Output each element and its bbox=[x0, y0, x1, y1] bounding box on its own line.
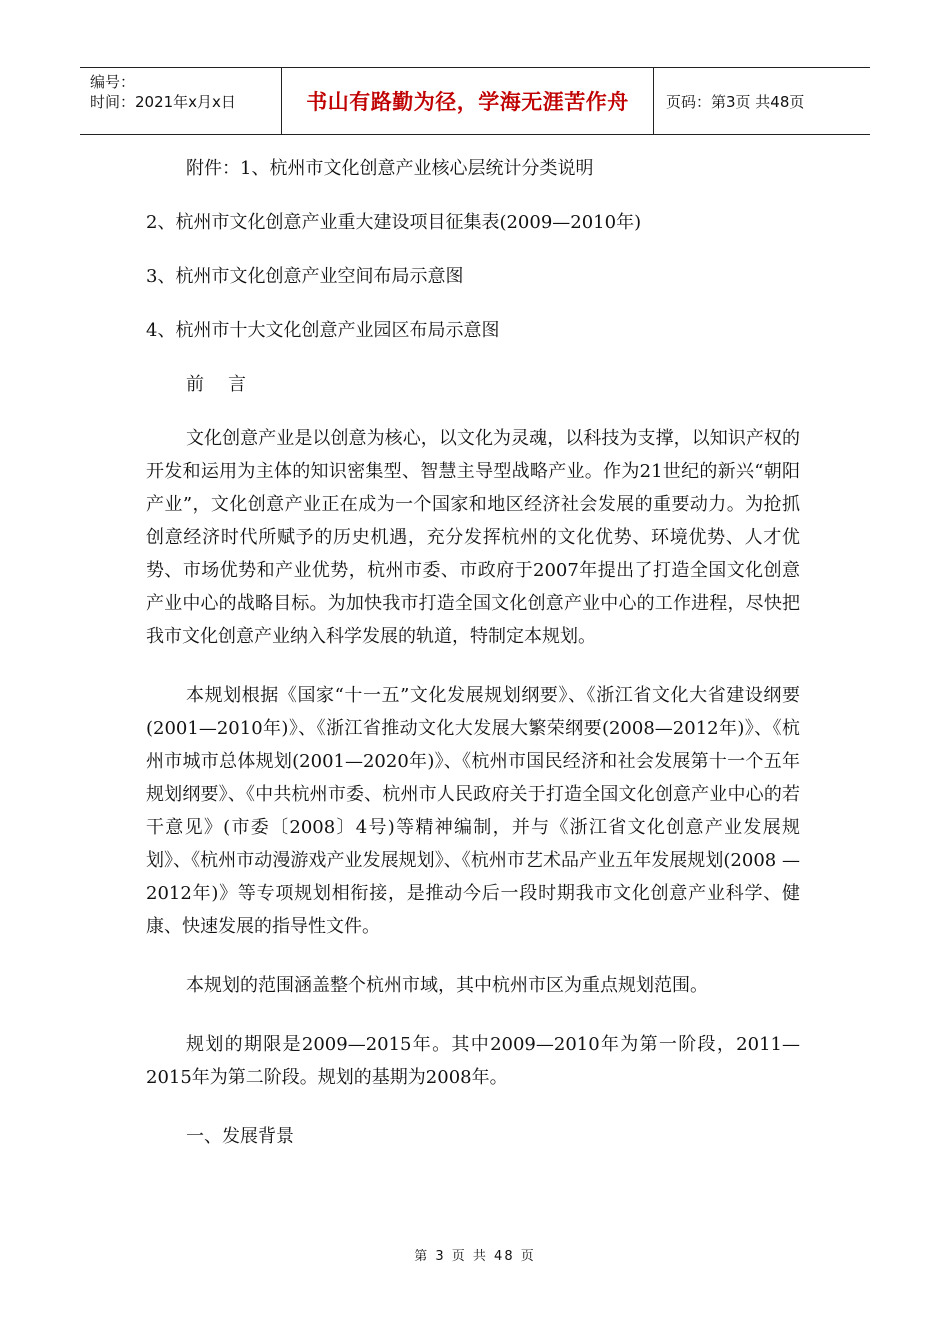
header-motto: 书山有路勤为径，学海无涯苦作舟 bbox=[306, 90, 629, 114]
section-heading: 一、发展背景 bbox=[186, 1126, 294, 1147]
body-paragraph: 本规划的范围涵盖整个杭州市域，其中杭州市区为重点规划范围。 bbox=[186, 975, 708, 996]
body-paragraph: 规划的期限是2009—2015年。其中2009—2010年为第一阶段，2011—2015年为第二阶段。规划的基期为2008年。 bbox=[146, 1034, 800, 1088]
header-page-cell bbox=[654, 68, 870, 134]
attachment-item: 3、杭州市文化创意产业空间布局示意图 bbox=[146, 266, 464, 287]
document-body bbox=[146, 152, 800, 1153]
attachment-item: 4、杭州市十大文化创意产业园区布局示意图 bbox=[146, 320, 500, 341]
page-footer: 第 3 页 共 48 页 bbox=[414, 1249, 536, 1264]
header-motto-cell bbox=[281, 68, 654, 134]
document-number-label: 编号： bbox=[90, 73, 136, 91]
body-paragraph: 本规划根据《国家“十一五”文化发展规划纲要》、《浙江省文化大省建设纲要(2001—2010年)》、《浙江省推动文化大发展大繁荣纲要(2008—2012年)》、《杭州市城市总体规划(2001—2020年)》、《杭州市国民经济和社会发展第十一个五年规划纲要》、《中共杭州市委、杭州市人民政府关于打造全国文化创意产业中心的若干意见》(市委〔2008〕4号)等精神编制，并与《浙江省文化创意产业发展规划》、《杭州市动漫游戏产业发展规划》、《杭州市艺术品产业五年发展规划(2008 —2012年)》等专项规划相衔接，是推动今后一段时期我市文化创意产业科学、健康、快速发展的指导性文件。 bbox=[146, 685, 800, 937]
header-page-info: 页码：第3页 共48页 bbox=[666, 92, 805, 111]
attachment-item: 2、杭州市文化创意产业重大建设项目征集表(2009—2010年) bbox=[146, 212, 642, 233]
attachment-item: 附件：1、杭州市文化创意产业核心层统计分类说明 bbox=[186, 158, 594, 179]
document-header bbox=[80, 67, 870, 135]
foreword-title: 前言 bbox=[186, 374, 270, 395]
header-meta-cell bbox=[80, 68, 281, 134]
document-date-label: 时间：2021年x月x日 bbox=[90, 93, 236, 111]
body-paragraph: 文化创意产业是以创意为核心，以文化为灵魂，以科技为支撑，以知识产权的开发和运用为主体的知识密集型、智慧主导型战略产业。作为21世纪的新兴“朝阳产业”，文化创意产业正在成为一个国家和地区经济社会发展的重要动力。为抢抓创意经济时代所赋予的历史机遇，充分发挥杭州的文化优势、环境优势、人才优势、市场优势和产业优势，杭州市委、市政府于2007年提出了打造全国文化创意产业中心的战略目标。为加快我市打造全国文化创意产业中心的工作进程，尽快把我市文化创意产业纳入科学发展的轨道，特制定本规划。 bbox=[146, 428, 800, 647]
